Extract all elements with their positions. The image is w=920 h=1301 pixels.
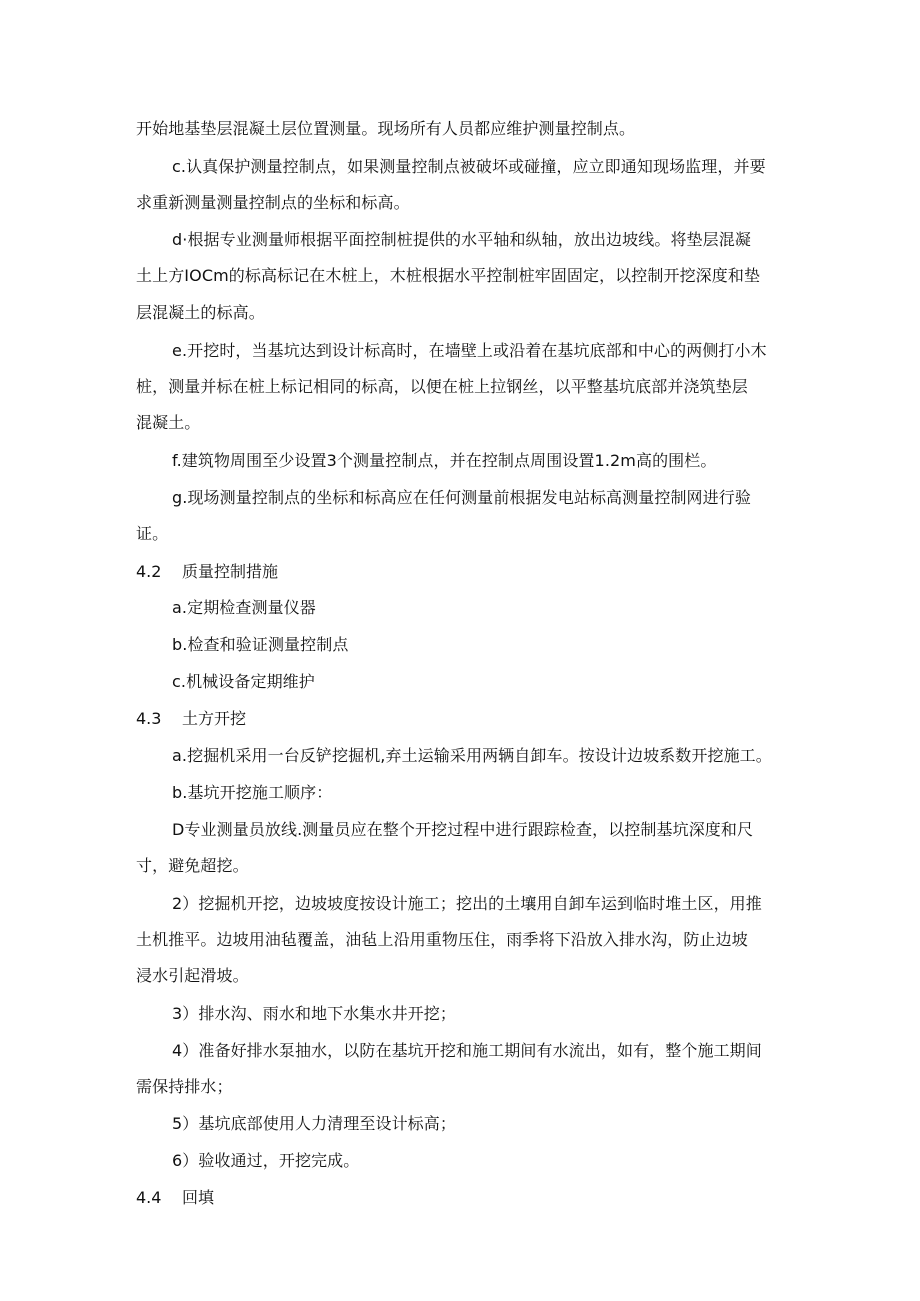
paragraph-line: 求重新测量测量控制点的坐标和标高。 xyxy=(136,193,410,212)
paragraph-line: 2）挖掘机开挖，边坡坡度按设计施工；挖出的土壤用自卸车运到临时堆土区，用推 xyxy=(172,894,762,913)
section-heading xyxy=(136,561,278,583)
paragraph-line: 证。 xyxy=(136,524,169,543)
paragraph-line: 层混凝土的标高。 xyxy=(136,303,265,322)
paragraph-line: f.建筑物周围至少设置3个测量控制点，并在控制点周围设置1.2m高的围栏。 xyxy=(172,451,717,470)
section-title: 回填 xyxy=(182,1188,215,1207)
section-number: 4.4 xyxy=(136,1188,162,1207)
section-heading xyxy=(136,1187,214,1209)
list-item: b.检查和验证测量控制点 xyxy=(172,635,349,654)
paragraph-line: 6）验收通过，开挖完成。 xyxy=(172,1151,360,1170)
paragraph-line: g.现场测量控制点的坐标和标高应在任何测量前根据发电站标高测量控制网进行验 xyxy=(172,488,751,507)
paragraph-line: D专业测量员放线.测量员应在整个开挖过程中进行跟踪检查，以控制基坑深度和尺 xyxy=(172,820,754,839)
paragraph-line: 浸水引起滑坡。 xyxy=(136,966,249,985)
section-title: 土方开挖 xyxy=(182,709,247,728)
paragraph-line: d·根据专业测量师根据平面控制桩提供的水平轴和纵轴，放出边坡线。将垫层混凝 xyxy=(172,230,751,249)
paragraph-line: 混凝土。 xyxy=(136,413,201,432)
paragraph-line: 开始地基垫层混凝土层位置测量。现场所有人员都应维护测量控制点。 xyxy=(136,119,636,138)
paragraph-line: 3）排水沟、雨水和地下水集水井开挖； xyxy=(172,1004,456,1023)
paragraph-line: a.挖掘机采用一台反铲挖掘机,弃土运输采用两辆自卸车。按设计边坡系数开挖施工。 xyxy=(172,746,772,765)
list-item: a.定期检查测量仪器 xyxy=(172,598,316,617)
paragraph-line: 4）准备好排水泵抽水，以防在基坑开挖和施工期间有水流出，如有，整个施工期间 xyxy=(172,1041,762,1060)
section-heading xyxy=(136,708,246,730)
paragraph-line: c.认真保护测量控制点，如果测量控制点被破坏或碰撞，应立即通知现场监理，并要 xyxy=(172,157,766,176)
list-item: c.机械设备定期维护 xyxy=(172,672,315,691)
paragraph-line: 寸，避免超挖。 xyxy=(136,856,249,875)
section-number: 4.2 xyxy=(136,562,162,581)
paragraph-line: 5）基坑底部使用人力清理至设计标高； xyxy=(172,1114,456,1133)
section-number: 4.3 xyxy=(136,709,162,728)
paragraph-line: 桩，测量并标在桩上标记相同的标高，以便在桩上拉钢丝，以平整基坑底部并浇筑垫层 xyxy=(136,377,748,396)
paragraph-line: b.基坑开挖施工顺序： xyxy=(172,783,333,802)
paragraph-line: 土机推平。边坡用油毡覆盖，油毡上沿用重物压住，雨季将下沿放入排水沟，防止边坡 xyxy=(136,930,748,949)
paragraph-line: e.开挖时，当基坑达到设计标高时，在墙壁上或沿着在基坑底部和中心的两侧打小木 xyxy=(172,341,767,360)
section-title: 质量控制措施 xyxy=(182,562,279,581)
paragraph-line: 需保持排水； xyxy=(136,1077,233,1096)
paragraph-line: 土上方IOCm的标高标记在木桩上，木桩根据水平控制桩牢固固定，以控制开挖深度和垫 xyxy=(136,266,761,285)
